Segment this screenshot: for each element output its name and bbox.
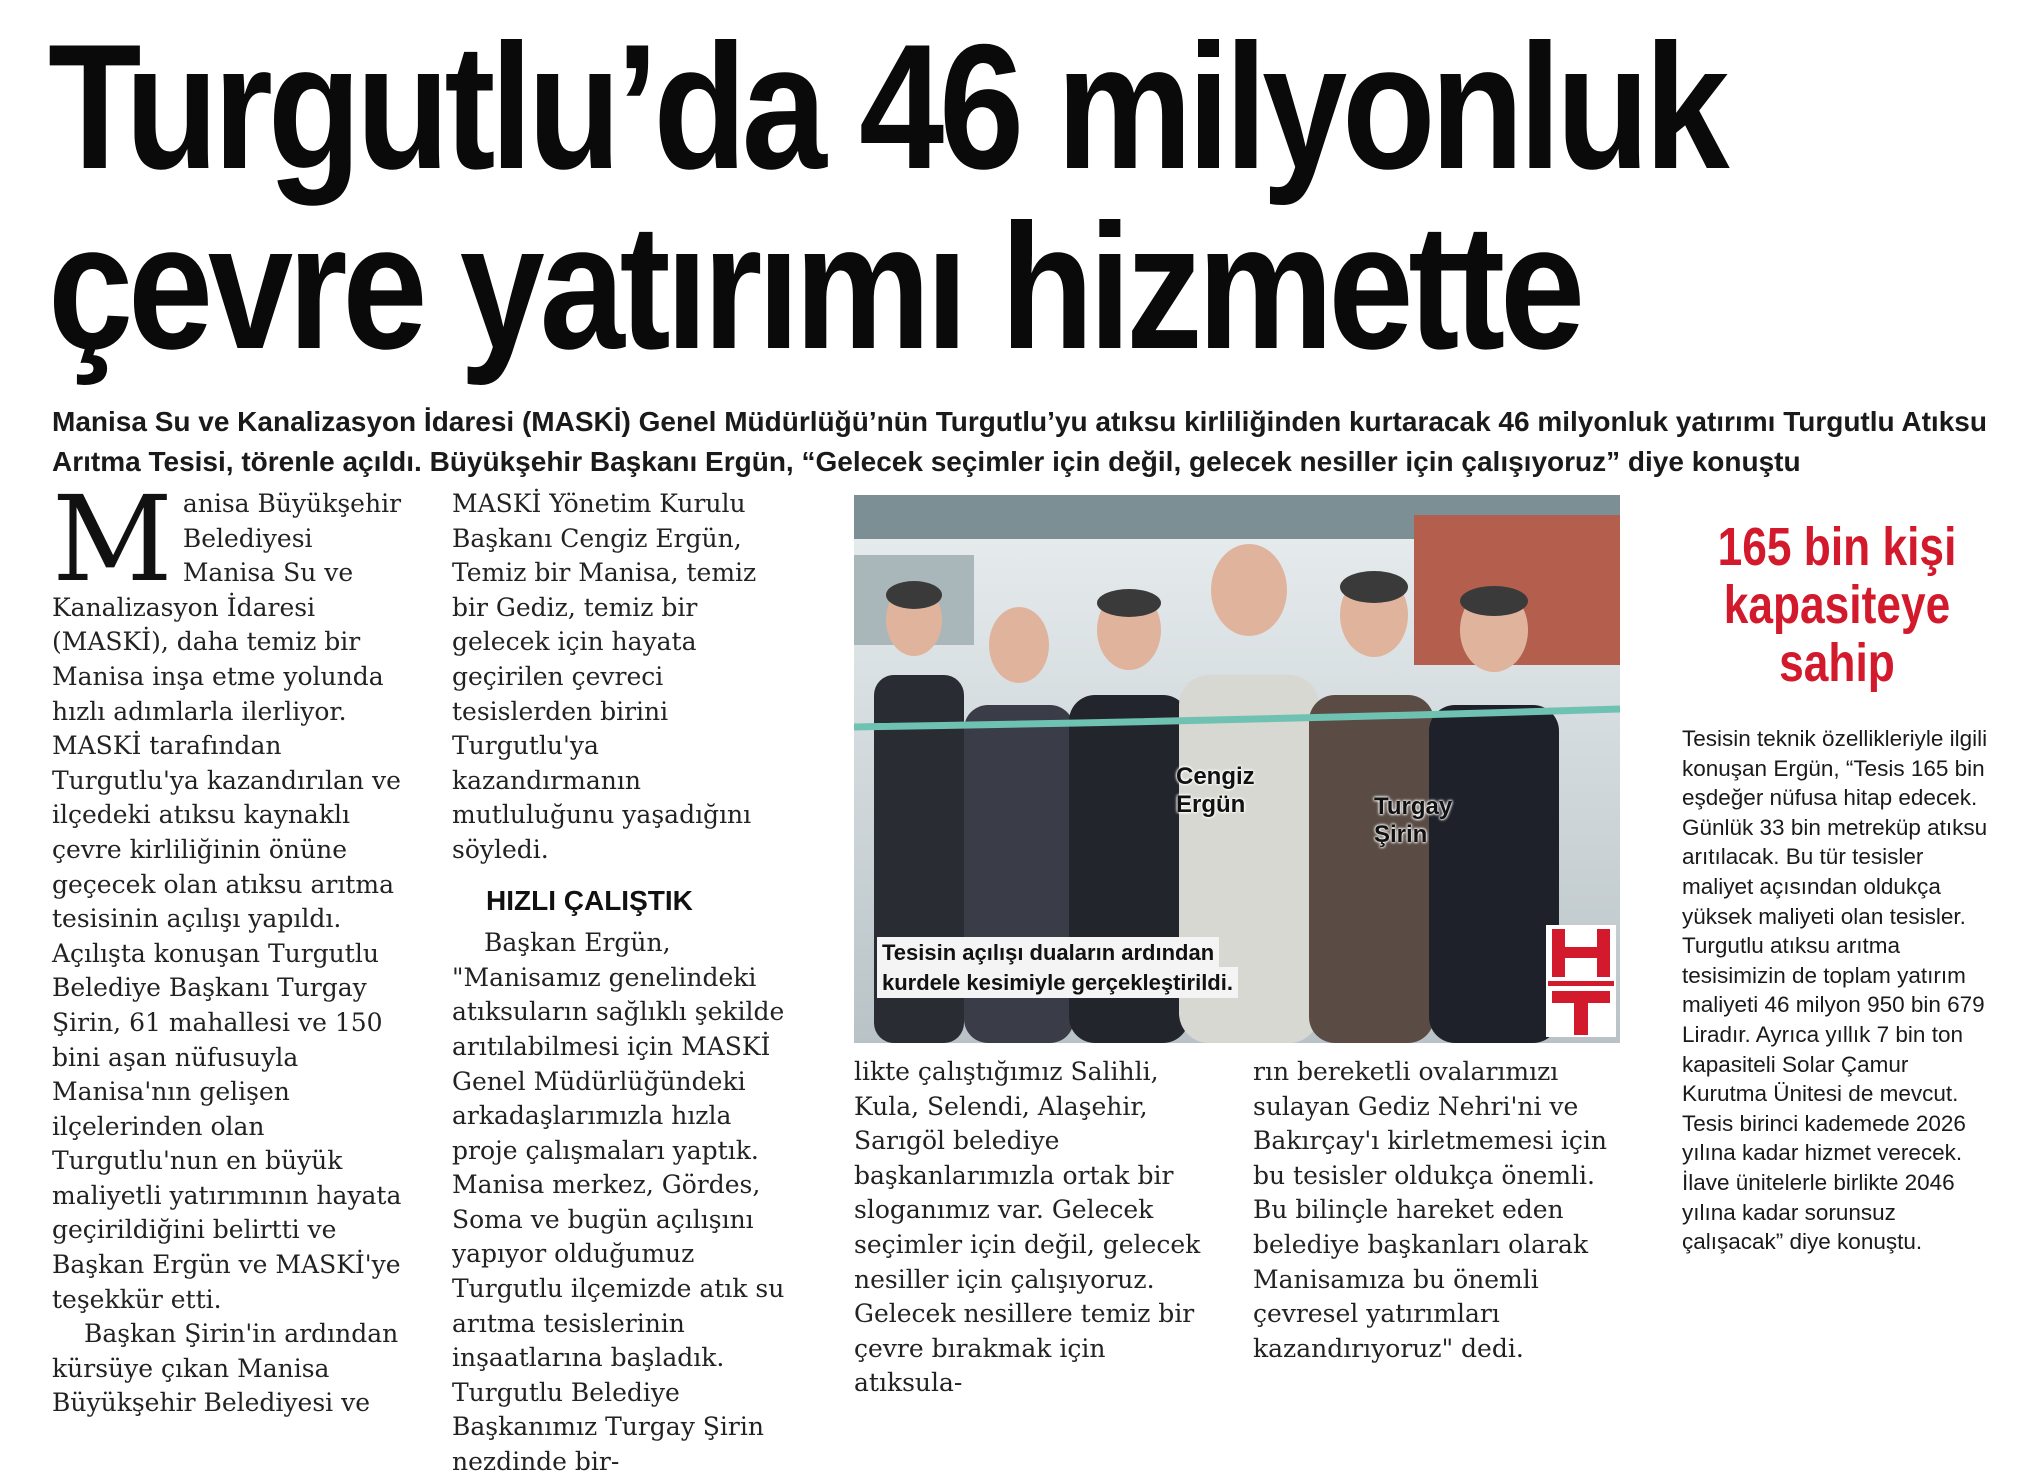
paragraph: MASKİ Yönetim Kurulu Başkanı Cengiz Ergün, Temiz bir Manisa, temiz bir Gediz, temiz bir gelecek için hayata geçirilen çevreci tesislerden birini Turgutlu'ya kazandırmanın mutluluğunu yaşadığını söyledi.	[452, 489, 757, 864]
drop-cap: M	[52, 470, 173, 608]
article-column-3	[854, 1055, 1219, 1401]
photo-label-turgay-sirin: Turgay Şirin	[1374, 793, 1453, 848]
paragraph: Başkan Şirin'in ardından kürsüye çıkan Manisa Büyükşehir Belediyesi ve	[52, 1319, 399, 1418]
photo-label-cengiz-ergun: Cengiz Ergün	[1176, 763, 1255, 818]
ht-logo	[1546, 925, 1616, 1037]
photo-caption	[880, 938, 1260, 998]
sidebar-body: Tesisin teknik özellikleriyle ilgili konuşan Ergün, “Tesis 165 bin eşdeğer nüfusa hitap edecek. Günlük 33 bin metreküp atıksu arıtılacak. Bu tür tesisler maliyet açısından oldukça yüksek maliyeti olan tesisler. Turgutlu atıksu arıtma tesisimizin de toplam yatırım maliyeti 46 milyon 950 bin 679 Liradır. Ayrıca yıllık 7 bin ton kapasiteli Solar Çamur Kurutma Ünitesi de mevcut. Tesis birinci kademede 2026 yılına kadar hizmet verecek. İlave ünitelerle birlikte 2046 yılına kadar sorunsuz çalışacak” diye konuştu.	[1682, 726, 1988, 1255]
article-lede: Manisa Su ve Kanalizasyon İdaresi (MASKİ) Genel Müdürlüğü’nün Turgutlu’yu atıksu kirliliğinden kurtaracak 46 milyonluk yatırımı Turgutlu Atıksu Arıtma Tesisi, törenle açıldı. Büyükşehir Başkanı Ergün, “Gelecek seçimler için değil, gelecek nesiller için çalışıyoruz” diye konuştu	[52, 406, 1987, 477]
ribbon-cutting-photo	[854, 495, 1620, 1043]
article-column-4	[1253, 1055, 1618, 1366]
paragraph: Başkan Ergün, "Manisamız genelindeki atıksuların sağlıklı şekilde arıtılabilmesi için MASKİ Genel Müdürlüğündeki arkadaşlarımızla hızla proje çalışmaları yaptık. Manisa merkez, Gördes, Soma ve bugün açılışını yapıyor olduğumuz Turgutlu ilçemizde atık su arıtma tesislerinin inşaatlarına başladık. Turgutlu Belediye Başkanımız Turgay Şirin nezdinde bir-	[452, 928, 785, 1477]
headline-line-2: çevre yatırımı hizmette	[48, 187, 1580, 386]
paragraph: likte çalıştığımız Salihli, Kula, Selendi, Alaşehir, Sarıgöl belediye başkanlarımızla ortak bir sloganımız var. Gelecek seçimler için değil, gelecek nesiller için çalışıyoruz. Gelecek nesillere temiz bir çevre bırakmak için atıksula-	[854, 1057, 1201, 1398]
article-column-1	[52, 470, 412, 1421]
paragraph	[52, 470, 412, 1317]
photo-caption-text: Tesisin açılışı duaların ardından kurdele kesimiyle gerçekleştirildi.	[882, 940, 1233, 995]
headline-line-1: Turgutlu’da 46 milyonluk	[48, 7, 1725, 206]
article-column-2	[452, 487, 790, 1480]
subheading: HIZLI ÇALIŞTIK	[486, 884, 693, 916]
paragraph: rın bereketli ovalarımızı sulayan Gediz Nehri'ni ve Bakırçay'ı kirletmemesi için bu tesisler oldukça önemli. Bu bilinçle hareket eden belediye başkanları olarak Manisamıza bu önemli çevresel yatırımları kazandırıyoruz" dedi.	[1253, 1057, 1608, 1363]
sidebar-title: 165 bin kişi kapasiteye sahip	[1717, 517, 1957, 693]
paragraph-text: anisa Büyükşehir Belediyesi Manisa Su ve Kanalizasyon İdaresi (MASKİ), daha temiz bir Manisa inşa etme yolunda hızlı adımlarla ilerliyor. MASKİ tarafından Turgutlu'ya kazandırılan ve ilçedeki atıksu kaynaklı çevre kirliliğinin önüne geçecek olan atıksu arıtma tesisinin açılışı yapıldı. Açılışta konuşan Turgutlu Belediye Başkanı Turgay Şirin, 61 mahallesi ve 150 bini aşan nüfusuyla Manisa'nın gelişen ilçelerinden olan Turgutlu'nun en büyük maliyetli yatırımının hayata geçirildiğini belirtti ve Başkan Ergün ve MASKİ'ye teşekkür etti.	[52, 489, 402, 1314]
